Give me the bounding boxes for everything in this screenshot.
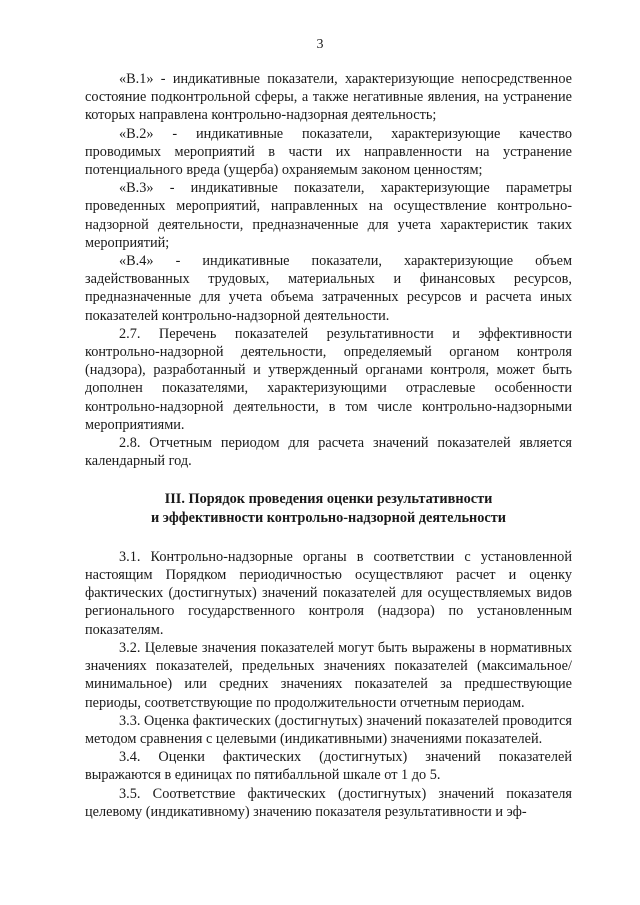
paragraph-3-1: 3.1. Контрольно-надзорные органы в соответствии с установленной настоящим Порядком периодичностью осуществляют расчет и оценку фактических (достигнутых) значений показателей для осуществляемых видов регионального государственного контроля (надзора) по установленным показателям.	[85, 548, 572, 638]
page-number: 3	[316, 37, 324, 52]
paragraph-3-2: 3.2. Целевые значения показателей могут быть выражены в нормативных значениях показателей, предельных значениях показателей (максимальное/минимальное) или средних значениях показателей за предшествующие периоды, соответствующие по продолжительности отчетным периодам.	[85, 639, 572, 711]
paragraph-2-7: 2.7. Перечень показателей результативности и эффективности контрольно-надзорной деятельности, определяемый органом контроля (надзора), разработанный и утвержденный органами контроля, может быть дополнен показателями, характеризующими отраслевые особенности контрольно-надзорной деятельности, в том числе контрольно-надзорными мероприятиями.	[85, 325, 572, 433]
paragraph-2-8: 2.8. Отчетным периодом для расчета значений показателей является календарный год.	[85, 435, 572, 470]
section-heading	[85, 490, 572, 526]
paragraph-b3-definition: «В.3» - индикативные показатели, характеризующие параметры проведенных мероприятий, направленных на осуществление контрольно-надзорной деятельности, предназначенные для учета характеристик таких мероприятий;	[85, 180, 572, 251]
paragraph-3-3: 3.3. Оценка фактических (достигнутых) значений показателей проводится методом сравнения с целевыми (индикативными) значениями показателей.	[85, 712, 572, 747]
paragraph-b2-definition: «В.2» - индикативные показатели, характеризующие качество проводимых мероприятий в части их направленности на устранение потенциального вреда (ущерба) охраняемым законом ценностям;	[85, 125, 572, 179]
paragraph-3-4: 3.4. Оценки фактических (достигнутых) значений показателей выражаются в единицах по пятибалльной шкале от 1 до 5.	[85, 749, 572, 784]
paragraph-b1-definition: «В.1» - индикативные показатели, характеризующие непосредственное состояние подконтрольной сферы, а также негативные явления, на устранение которых направлена контрольно-надзорная деятельность;	[85, 71, 572, 124]
document-body	[85, 70, 572, 821]
section-heading-line-2: и эффективности контрольно-надзорной деятельности	[150, 509, 507, 526]
paragraph-b4-definition: «В.4» - индикативные показатели, характеризующие объем задействованных трудовых, материальных и финансовых ресурсов, предназначенные для учета объема затраченных ресурсов и расчета иных показателей контрольно-надзорной деятельности.	[85, 253, 572, 324]
paragraph-3-5: 3.5. Соответствие фактических (достигнутых) значений показателя целевому (индикативному) значению показателя результативности и эф-	[85, 785, 572, 820]
section-heading-line-1: III. Порядок проведения оценки результативности	[164, 491, 493, 508]
